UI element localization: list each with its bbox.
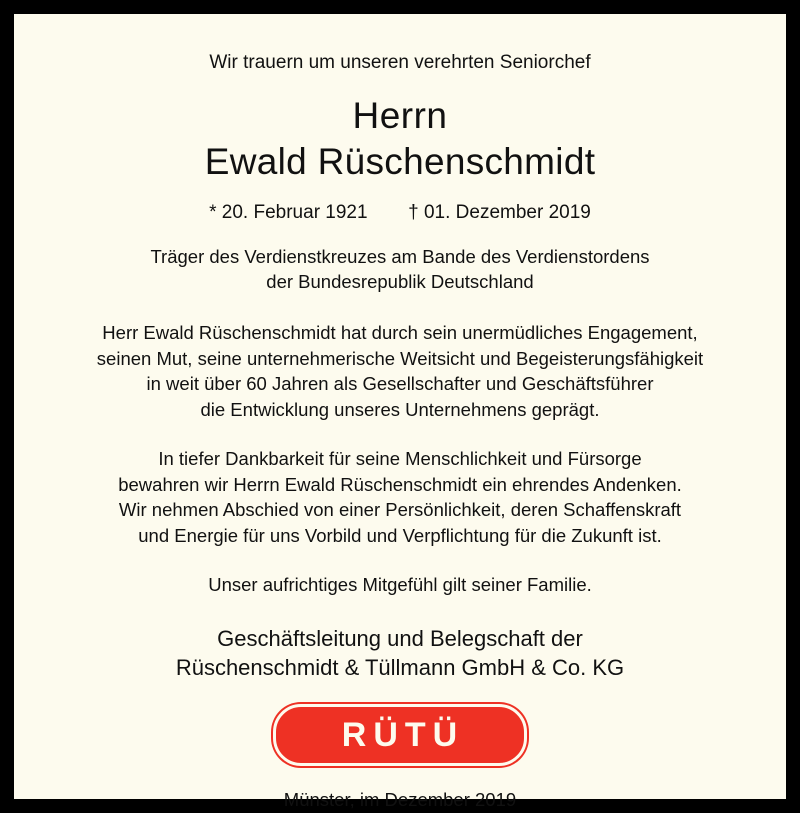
paragraph-line: Wir nehmen Abschied von einer Persönlichkeit, deren Schaffenskraft [118,499,682,520]
name-block [44,94,756,184]
paragraph-line: bewahren wir Herrn Ewald Rüschenschmidt ein ehrendes Andenken. [118,473,682,495]
paragraph-line: Herr Ewald Rüschenschmidt hat durch sein unermüdliches Engagement, [102,322,698,343]
paragraph-line: seinen Mut, seine unternehmerische Weitsicht und Begeisterungsfähigkeit [96,347,704,369]
tribute-paragraph-2 [44,446,756,548]
paragraph-line: die Entwicklung unseres Unternehmens geprägt. [200,398,600,420]
tribute-paragraph-3 [44,572,756,598]
logo-container [44,704,756,766]
rutu-logo [273,704,527,766]
deceased-name: Ewald Rüschenschmidt [204,141,596,182]
obituary-notice [14,14,786,810]
honorific: Herrn [352,95,448,136]
honour-line-1: Träger des Verdienstkreuzes am Bande des Verdienstordens [150,246,650,267]
paragraph-line: Unser aufrichtiges Mitgefühl gilt seiner Familie. [208,574,592,595]
signature-line-1: Geschäftsleitung und Belegschaft der [217,625,583,651]
tribute-paragraph-1 [44,320,756,422]
honour-line-2: der Bundesrepublik Deutschland [266,271,534,292]
place-and-date: Münster, im Dezember 2019 [283,788,517,810]
signature-line-2: Rüschenschmidt & Tüllmann GmbH & Co. KG [175,654,625,680]
paragraph-line: und Energie für uns Vorbild und Verpflichtung für die Zukunft ist. [138,524,662,546]
paragraph-line: in weit über 60 Jahren als Gesellschafter und Geschäftsführer [146,373,654,394]
honour-block [44,244,756,294]
signature-block [44,624,756,682]
intro-text: Wir trauern um unseren verehrten Seniorchef [209,52,591,73]
birth-date: * 20. Februar 1921 [209,202,368,223]
logo-wordmark: RÜTÜ [341,715,465,754]
paragraph-line: In tiefer Dankbarkeit für seine Menschlichkeit und Fürsorge [158,448,642,469]
life-dates [44,201,756,225]
death-date: † 01. Dezember 2019 [408,202,591,223]
